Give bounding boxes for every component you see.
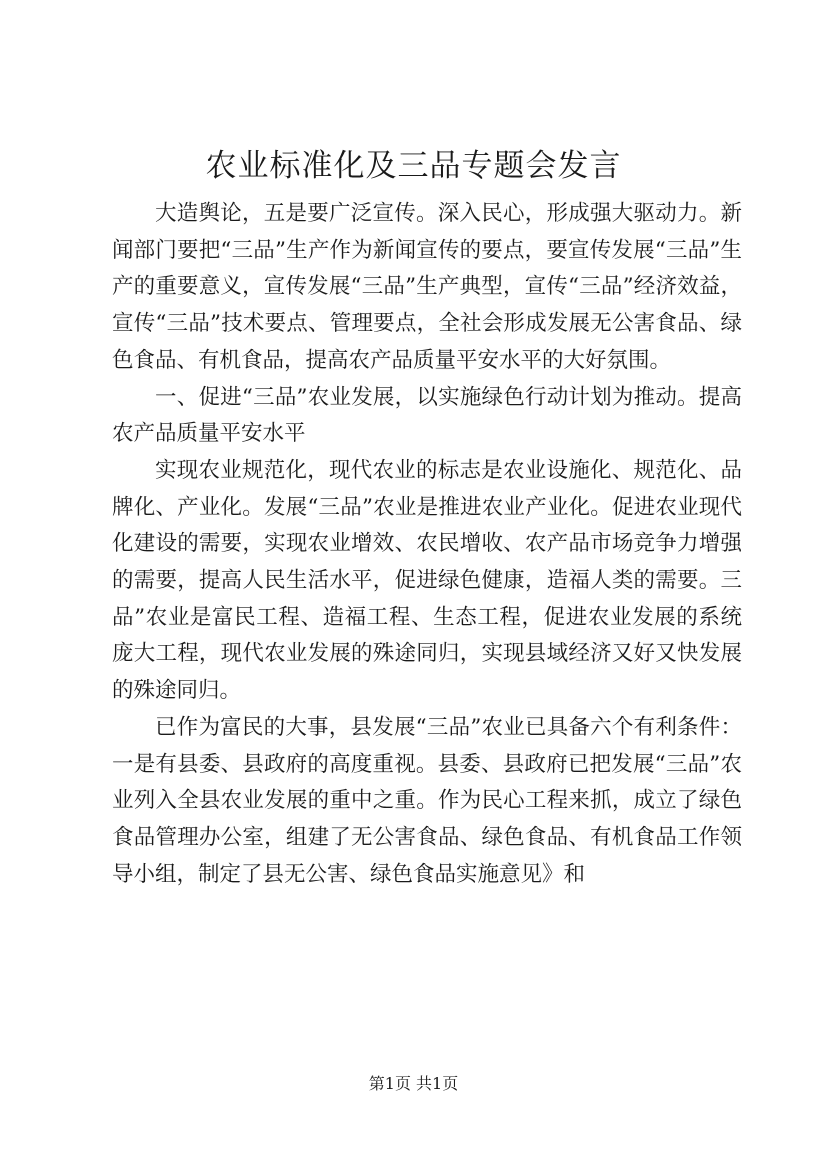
page-footer — [0, 1073, 827, 1095]
paragraph-2: 一、促进“三品”农业发展，以实施绿色行动计划为推动。提高农产品质量平安水平 — [112, 384, 742, 447]
paragraph-4: 已作为富民的大事，县发展“三品”农业已具备六个有利条件：一是有县委、县政府的高度重视。县委、县政府已把发展“三品”农业列入全县农业发展的重中之重。作为民心工程来抓，成立了绿色食品管理办公室，组建了无公害食品、绿色食品、有机食品工作领导小组，制定了县无公害、绿色食品实施意见》和 — [112, 714, 742, 887]
paragraph-3: 实现农业规范化，现代农业的标志是农业设施化、规范化、品牌化、产业化。发展“三品”农业是推进农业产业化。促进农业现代化建设的需要，实现农业增效、农民增收、农产品市场竞争力增强的需要，提高人民生活水平，促进绿色健康，造福人类的需要。三品”农业是富民工程、造福工程、生态工程，促进农业发展的系统庞大工程，现代农业发展的殊途同归，实现县域经济又好又快发展的殊途同归。 — [112, 457, 742, 704]
paragraph-1: 大造舆论，五是要广泛宣传。深入民心，形成强大驱动力。新闻部门要把“三品”生产作为新闻宣传的要点，要宣传发展“三品”生产的重要意义，宣传发展“三品”生产典型，宣传“三品”经济效益，宣传“三品”技术要点、管理要点，全社会形成发展无公害食品、绿色食品、有机食品，提高农产品质量平安水平的大好氛围。 — [112, 201, 742, 373]
document-body — [112, 196, 742, 893]
document-title: 农业标准化及三品专题会发言 — [205, 148, 622, 184]
page-number-label: 第1页 共1页 — [368, 1074, 459, 1093]
